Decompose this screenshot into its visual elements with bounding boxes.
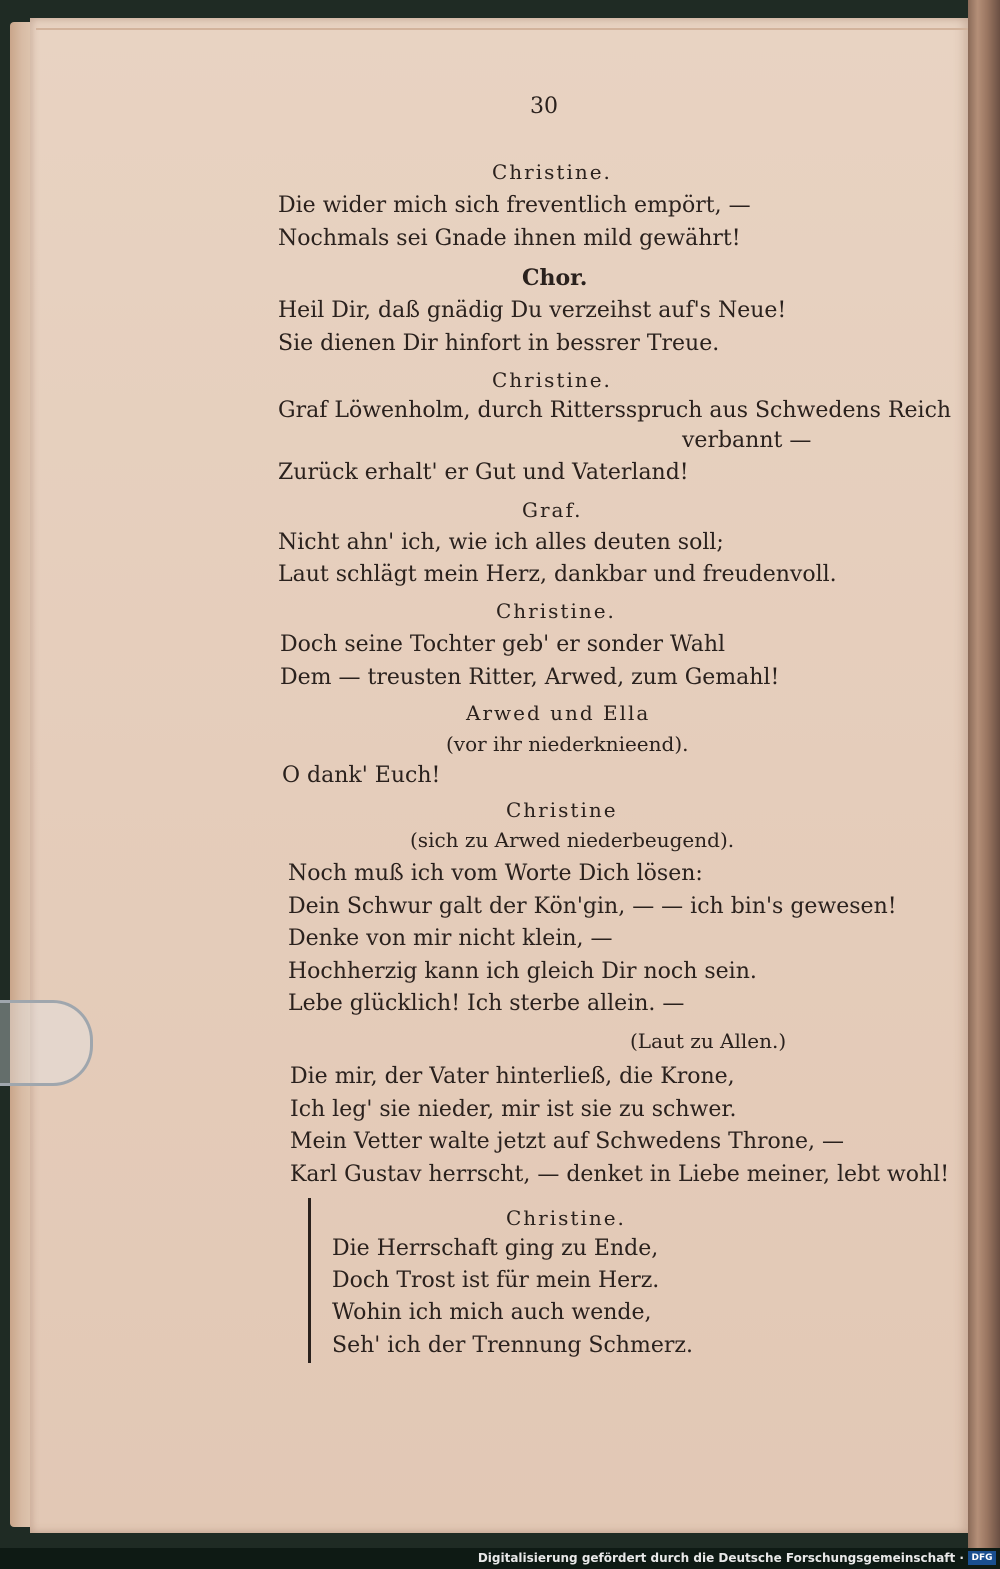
verse-line: Die Herrschaft ging zu Ende, [332, 1236, 659, 1261]
stage-direction: (vor ihr niederknieend). [446, 732, 689, 756]
verse-line: Nicht ahn' ich, wie ich alles deuten soll; [278, 530, 724, 555]
verse-line: Seh' ich der Trennung Schmerz. [332, 1333, 693, 1358]
verse-line: Laut schlägt mein Herz, dankbar und freudenvoll. [278, 562, 837, 587]
verse-continuation: verbannt — [682, 428, 812, 453]
verse-line: Graf Löwenholm, durch Rittersspruch aus Schwedens Reich [278, 398, 952, 423]
verse-line: Ich leg' sie nieder, mir ist sie zu schwer. [290, 1097, 737, 1122]
speaker-label: Graf. [522, 498, 583, 522]
speaker-label: Christine. [492, 160, 612, 184]
speaker-label: Christine. [506, 1206, 626, 1230]
verse-line: O dank' Euch! [282, 763, 441, 788]
verse-line: Karl Gustav herrscht, — denket in Liebe meiner, lebt wohl! [290, 1162, 950, 1187]
page-number: 30 [530, 94, 558, 119]
speaker-label: Christine. [492, 368, 612, 392]
dfg-logo-icon: DFG [968, 1551, 996, 1565]
speaker-label: Christine [506, 798, 618, 822]
verse-line: Die mir, der Vater hinterließ, die Krone, [290, 1064, 735, 1089]
verse-line: Die wider mich sich freventlich empört, — [278, 193, 751, 218]
verse-line: Doch Trost ist für mein Herz. [332, 1268, 660, 1293]
stage-direction: (Laut zu Allen.) [630, 1029, 787, 1053]
speaker-label: Chor. [522, 265, 588, 291]
verse-line: Lebe glücklich! Ich sterbe allein. — [288, 991, 685, 1016]
verse-line: Wohin ich mich auch wende, [332, 1300, 652, 1325]
verse-line: Doch seine Tochter geb' er sonder Wahl [280, 632, 726, 657]
verse-line: Noch muß ich vom Worte Dich lösen: [288, 861, 703, 886]
verse-line: Nochmals sei Gnade ihnen mild gewährt! [278, 226, 741, 251]
stage-direction: (sich zu Arwed niederbeugend). [410, 828, 735, 852]
verse-line: Zurück erhalt' er Gut und Vaterland! [278, 460, 689, 485]
footer-credit: Digitalisierung gefördert durch die Deutsche Forschungsgemeinschaft · [477, 1551, 964, 1565]
verse-line: Denke von mir nicht klein, — [288, 926, 613, 951]
book-spine-edge [968, 0, 1000, 1569]
verse-line: Mein Vetter walte jetzt auf Schwedens Throne, — [290, 1129, 844, 1154]
digitization-footer [0, 1548, 1000, 1569]
speaker-label: Arwed und Ella [466, 701, 651, 725]
speaker-label: Christine. [496, 599, 616, 623]
verse-line: Sie dienen Dir hinfort in bessrer Treue. [278, 331, 720, 356]
paper-clip [0, 1000, 93, 1086]
verse-line: Dem — treusten Ritter, Arwed, zum Gemahl! [280, 665, 780, 690]
verse-line: Dein Schwur galt der Kön'gin, — — ich bin's gewesen! [288, 894, 897, 919]
verse-line: Heil Dir, daß gnädig Du verzeihst auf's Neue! [278, 298, 787, 323]
song-bracket [308, 1198, 311, 1363]
verse-line: Hochherzig kann ich gleich Dir noch sein. [288, 959, 757, 984]
